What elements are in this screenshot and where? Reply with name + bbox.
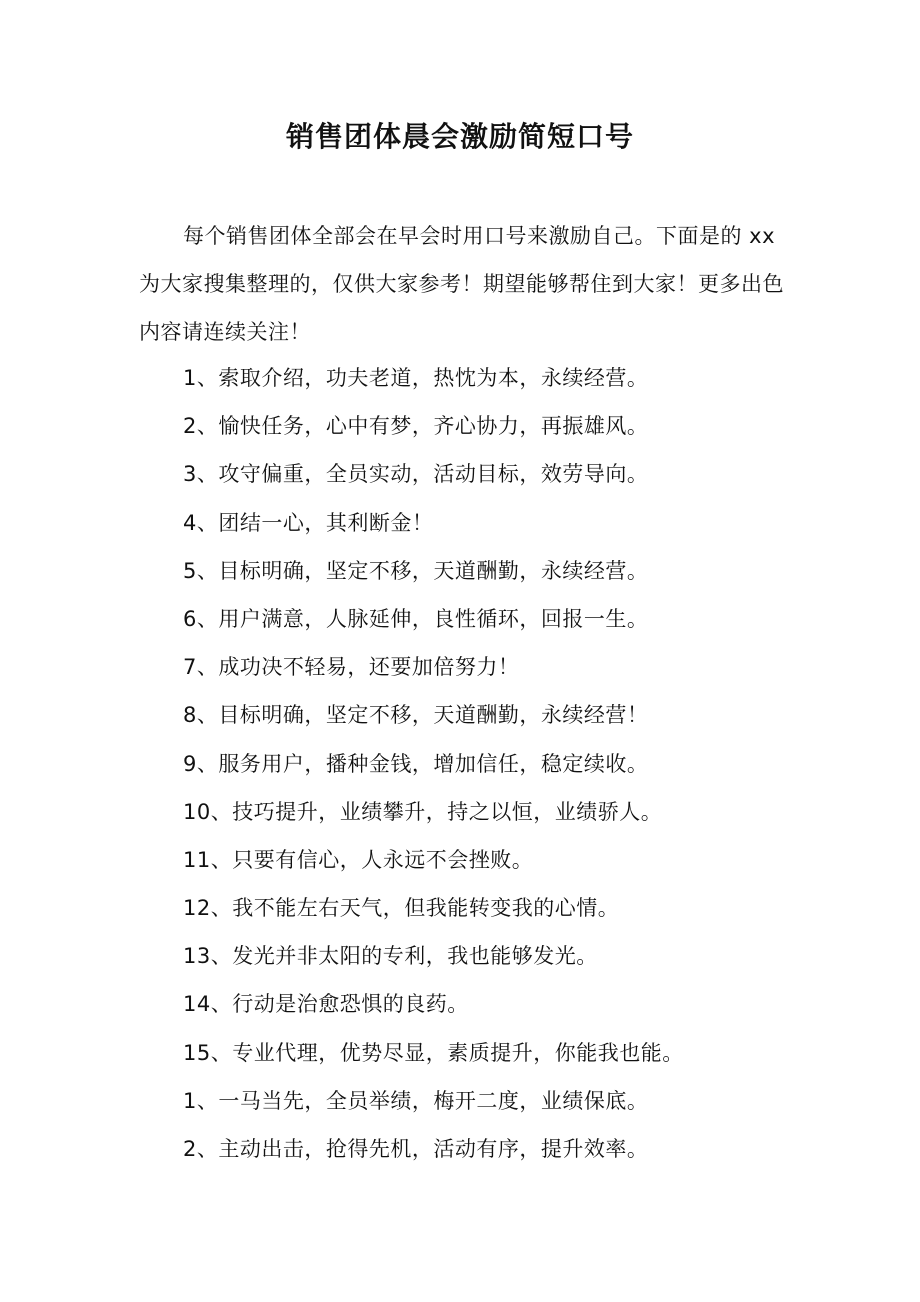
list-item: 2、主动出击，抢得先机，活动有序，提升效率。 [183,1137,649,1161]
list-item: 3、攻守偏重，全员实动，活动目标，效劳导向。 [183,462,649,487]
intro-paragraph: 每个销售团体全部会在早会时用口号来激励自己。下面是的 xx 为大家搜集整理的，仅供大家参考！期望能够帮住到大家！更多出色内容请连续关注！ [139,224,784,344]
list-item: 7、成功决不轻易，还要加倍努力！ [183,655,520,680]
list-item: 6、用户满意，人脉延伸，良性循环，回报一生。 [183,606,649,631]
list-item: 12、我不能左右天气，但我能转变我的心情。 [183,896,620,921]
list-item: 9、服务用户，播种金钱，增加信任，稳定续收。 [183,751,649,776]
list-item: 14、行动是治愈恐惧的良药。 [183,992,469,1017]
list-item: 2、愉快任务，心中有梦，齐心协力，再振雄风。 [183,414,649,439]
list-item: 11、只要有信心，人永远不会挫败。 [183,847,534,872]
list-item: 10、技巧提升，业绩攀升，持之以恒，业绩骄人。 [183,799,663,824]
list-item: 15、专业代理，优势尽显，素质提升，你能我也能。 [183,1040,684,1065]
list-item: 4、团结一心，其利断金！ [183,510,434,535]
list-item: 5、目标明确，坚定不移，天道酬勤，永续经营。 [183,558,649,583]
list-item: 1、索取介绍，功夫老道，热忱为本，永续经营。 [183,366,649,390]
list-item: 13、发光并非太阳的专利，我也能够发光。 [183,944,598,969]
document-title: 销售团体晨会激励简短口号 [285,120,634,153]
slogan-list [183,354,803,1173]
list-item: 1、一马当先，全员举绩，梅开二度，业绩保底。 [183,1088,649,1113]
list-item: 8、目标明确，坚定不移，天道酬勤，永续经营！ [183,703,649,728]
